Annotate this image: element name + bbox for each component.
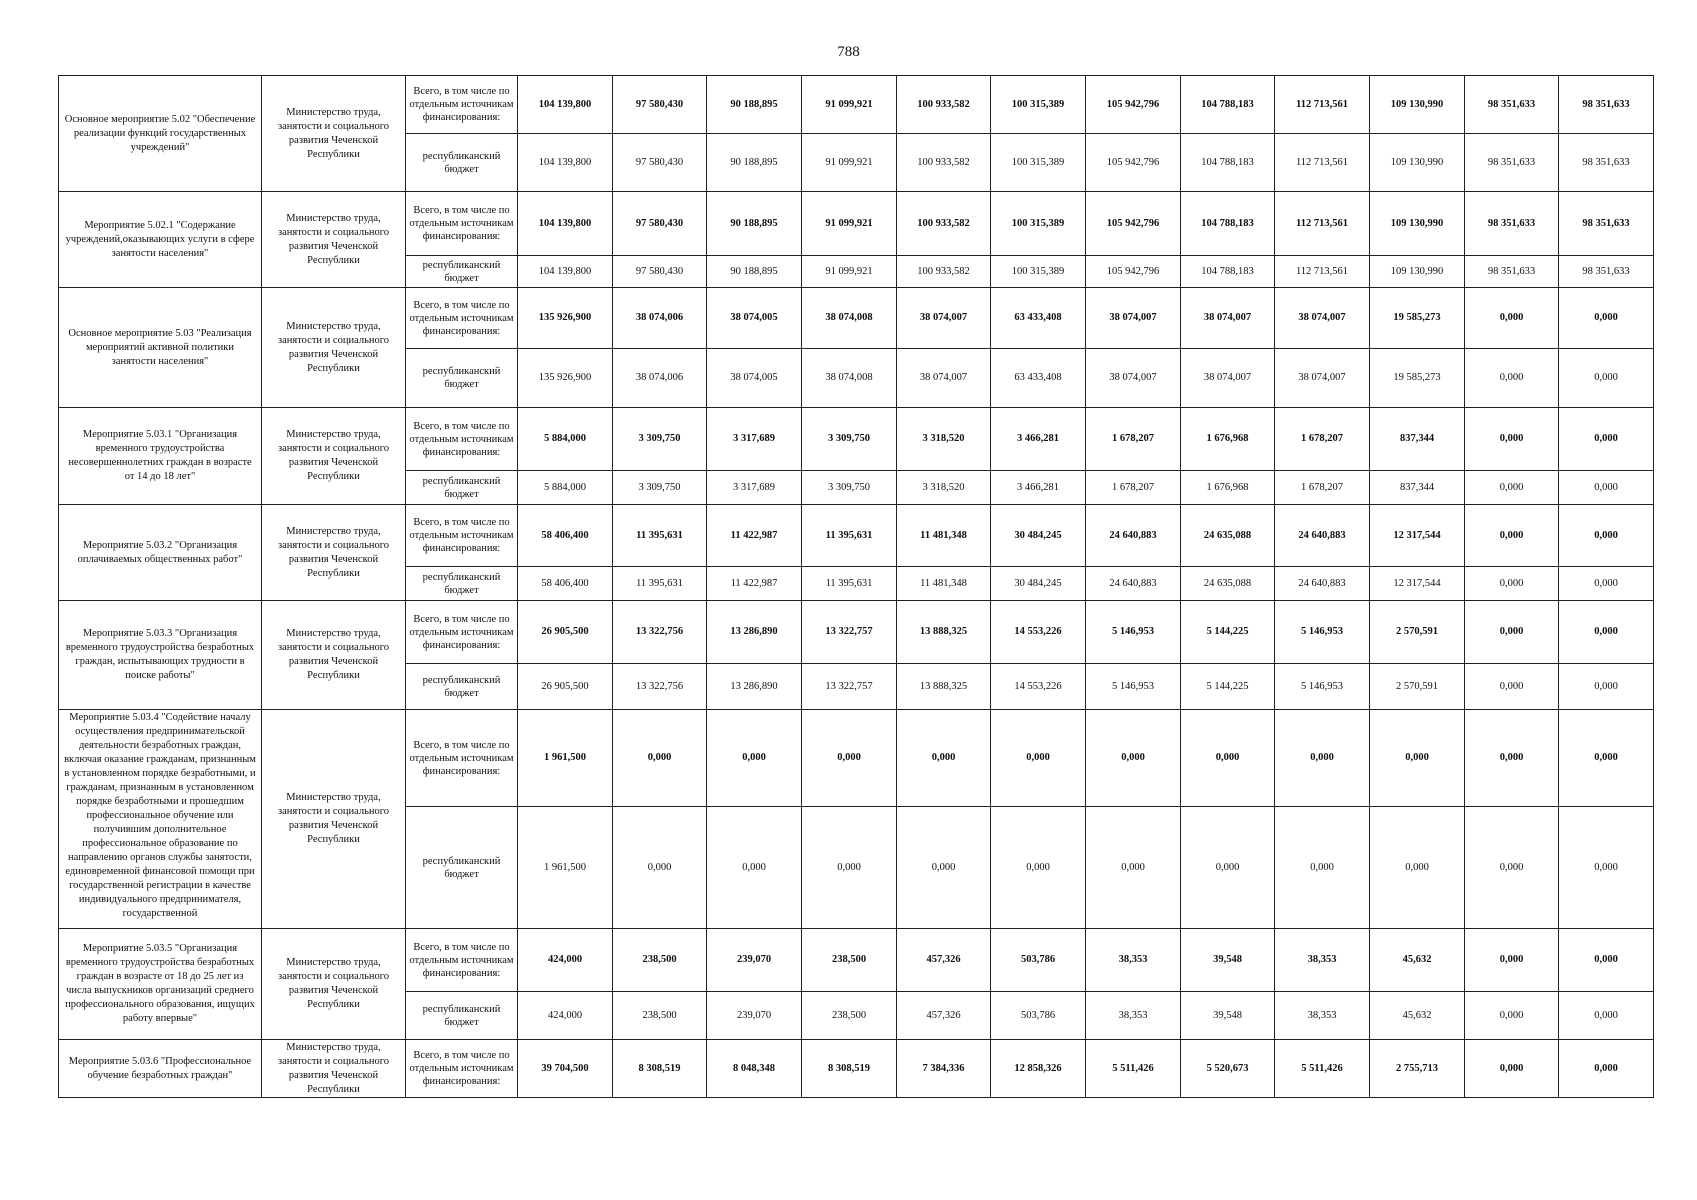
amount-cell: 1 678,207 — [1275, 408, 1370, 471]
amount-cell: 24 635,088 — [1181, 567, 1275, 601]
amount-cell: 104 788,183 — [1181, 256, 1275, 288]
amount-cell: 0,000 — [1559, 288, 1654, 349]
activity-name-text: Основное мероприятие 5.03 "Реализация мероприятий активной политики занятости населения" — [68, 327, 252, 367]
amount-cell: 239,070 — [707, 992, 802, 1040]
amount-cell: 90 188,895 — [707, 76, 802, 134]
amount-cell: 38 074,008 — [802, 288, 897, 349]
responsible-organization: Министерство труда, занятости и социального развития Чеченской Республики — [262, 505, 406, 601]
amount-cell: 5 146,953 — [1086, 664, 1181, 710]
activity-name-text: Мероприятие 5.03.6 "Профессиональное обучение безработных граждан" — [68, 1055, 252, 1081]
amount-cell: 0,000 — [1559, 349, 1654, 408]
amount-cell: 0,000 — [707, 710, 802, 807]
amount-cell: 0,000 — [1465, 1040, 1559, 1098]
amount-cell: 24 640,883 — [1275, 567, 1370, 601]
amount-cell: 38 074,005 — [707, 349, 802, 408]
amount-cell: 238,500 — [802, 929, 897, 992]
amount-cell: 100 933,582 — [897, 256, 991, 288]
amount-cell: 38 074,007 — [1086, 349, 1181, 408]
amount-cell: 0,000 — [1559, 471, 1654, 505]
amount-cell: 0,000 — [1370, 710, 1465, 807]
funding-source-budget: республиканский бюджет — [406, 807, 518, 929]
amount-cell: 135 926,900 — [518, 349, 613, 408]
amount-cell: 0,000 — [1465, 807, 1559, 929]
amount-cell: 105 942,796 — [1086, 192, 1181, 256]
funding-source-total: Всего, в том числе по отдельным источникам финансирования: — [406, 710, 518, 807]
amount-cell: 1 676,968 — [1181, 408, 1275, 471]
funding-source-budget: республиканский бюджет — [406, 256, 518, 288]
amount-cell: 8 048,348 — [707, 1040, 802, 1098]
amount-cell: 19 585,273 — [1370, 349, 1465, 408]
amount-cell: 97 580,430 — [613, 192, 707, 256]
amount-cell: 0,000 — [1181, 710, 1275, 807]
amount-cell: 98 351,633 — [1559, 192, 1654, 256]
amount-cell: 1 678,207 — [1086, 408, 1181, 471]
amount-cell: 104 788,183 — [1181, 76, 1275, 134]
responsible-organization: Министерство труда, занятости и социального развития Чеченской Республики — [262, 288, 406, 408]
amount-cell: 105 942,796 — [1086, 134, 1181, 192]
amount-cell: 2 755,713 — [1370, 1040, 1465, 1098]
amount-cell: 5 884,000 — [518, 408, 613, 471]
amount-cell: 30 484,245 — [991, 567, 1086, 601]
activity-name — [59, 601, 262, 710]
activity-name — [59, 76, 262, 192]
responsible-organization: Министерство труда, занятости и социального развития Чеченской Республики — [262, 710, 406, 929]
amount-cell: 98 351,633 — [1465, 76, 1559, 134]
funding-source-budget: республиканский бюджет — [406, 471, 518, 505]
activity-name-text: Основное мероприятие 5.02 "Обеспечение реализации функций государственных учреждений" — [64, 113, 256, 153]
amount-cell: 98 351,633 — [1465, 192, 1559, 256]
amount-cell: 19 585,273 — [1370, 288, 1465, 349]
amount-cell: 38,353 — [1275, 992, 1370, 1040]
amount-cell: 112 713,561 — [1275, 134, 1370, 192]
amount-cell: 3 317,689 — [707, 471, 802, 505]
amount-cell: 0,000 — [1086, 710, 1181, 807]
table-body — [59, 76, 1654, 1098]
activity-name-text: Мероприятие 5.03.1 "Организация временного трудоустройства несовершеннолетних граждан в возрасте от 14 до 18 лет" — [68, 429, 252, 482]
amount-cell: 0,000 — [613, 710, 707, 807]
amount-cell: 13 888,325 — [897, 664, 991, 710]
table-row-total — [59, 601, 1654, 664]
amount-cell: 0,000 — [1559, 710, 1654, 807]
amount-cell: 45,632 — [1370, 992, 1465, 1040]
funding-source-total: Всего, в том числе по отдельным источникам финансирования: — [406, 1040, 518, 1098]
table-row-total — [59, 192, 1654, 256]
amount-cell: 0,000 — [1465, 567, 1559, 601]
amount-cell: 38 074,006 — [613, 288, 707, 349]
table-row-total — [59, 505, 1654, 567]
activity-name-text: Мероприятие 5.03.4 "Содействие началу осуществления предпринимательской деятельности безработных граждан, включая оказание гражданам, признанным в установленном порядке безработными, и гражданам, признанным в установленном порядке безработными и прошедшим профессиональное обучение или получившим дополнительное профессиональное образование по направлению органов службы занятости, единовременной финансовой помощи при государственной регистрации в качестве индивидуального предпринимателя, государственной — [64, 712, 256, 919]
amount-cell: 11 481,348 — [897, 567, 991, 601]
table-row-total — [59, 710, 1654, 807]
amount-cell: 0,000 — [1465, 929, 1559, 992]
amount-cell: 90 188,895 — [707, 134, 802, 192]
amount-cell: 38 074,005 — [707, 288, 802, 349]
amount-cell: 239,070 — [707, 929, 802, 992]
amount-cell: 0,000 — [1086, 807, 1181, 929]
amount-cell: 112 713,561 — [1275, 256, 1370, 288]
table-row-total — [59, 76, 1654, 134]
amount-cell: 30 484,245 — [991, 505, 1086, 567]
amount-cell: 13 322,756 — [613, 664, 707, 710]
amount-cell: 12 858,326 — [991, 1040, 1086, 1098]
amount-cell: 91 099,921 — [802, 134, 897, 192]
funding-source-budget: республиканский бюджет — [406, 134, 518, 192]
amount-cell: 1 676,968 — [1181, 471, 1275, 505]
amount-cell: 98 351,633 — [1559, 134, 1654, 192]
amount-cell: 24 640,883 — [1086, 567, 1181, 601]
amount-cell: 5 520,673 — [1181, 1040, 1275, 1098]
amount-cell: 837,344 — [1370, 408, 1465, 471]
table-row-total — [59, 408, 1654, 471]
amount-cell: 5 146,953 — [1275, 664, 1370, 710]
table-row-total — [59, 1040, 1654, 1098]
amount-cell: 104 139,800 — [518, 256, 613, 288]
amount-cell: 58 406,400 — [518, 567, 613, 601]
amount-cell: 8 308,519 — [613, 1040, 707, 1098]
amount-cell: 0,000 — [1465, 664, 1559, 710]
amount-cell: 3 466,281 — [991, 471, 1086, 505]
amount-cell: 104 788,183 — [1181, 134, 1275, 192]
amount-cell: 0,000 — [1559, 505, 1654, 567]
amount-cell: 457,326 — [897, 929, 991, 992]
activity-name — [59, 408, 262, 505]
amount-cell: 104 139,800 — [518, 76, 613, 134]
amount-cell: 5 884,000 — [518, 471, 613, 505]
activity-name — [59, 1040, 262, 1098]
amount-cell: 0,000 — [1465, 471, 1559, 505]
amount-cell: 0,000 — [1465, 710, 1559, 807]
activity-name — [59, 505, 262, 601]
amount-cell: 11 422,987 — [707, 505, 802, 567]
amount-cell: 38,353 — [1086, 992, 1181, 1040]
activity-name-text: Мероприятие 5.03.2 "Организация оплачиваемых общественных работ" — [77, 539, 243, 565]
amount-cell: 0,000 — [1559, 601, 1654, 664]
amount-cell: 13 322,757 — [802, 664, 897, 710]
amount-cell: 11 395,631 — [802, 505, 897, 567]
amount-cell: 45,632 — [1370, 929, 1465, 992]
amount-cell: 0,000 — [707, 807, 802, 929]
funding-source-total: Всего, в том числе по отдельным источникам финансирования: — [406, 929, 518, 992]
amount-cell: 97 580,430 — [613, 76, 707, 134]
amount-cell: 11 395,631 — [613, 505, 707, 567]
amount-cell: 38 074,007 — [897, 288, 991, 349]
amount-cell: 3 466,281 — [991, 408, 1086, 471]
amount-cell: 3 309,750 — [613, 471, 707, 505]
responsible-organization: Министерство труда, занятости и социального развития Чеченской Республики — [262, 408, 406, 505]
activity-name — [59, 288, 262, 408]
responsible-organization: Министерство труда, занятости и социального развития Чеченской Республики — [262, 1040, 406, 1098]
amount-cell: 12 317,544 — [1370, 567, 1465, 601]
amount-cell: 104 139,800 — [518, 134, 613, 192]
amount-cell: 109 130,990 — [1370, 76, 1465, 134]
activity-name-text: Мероприятие 5.03.5 "Организация временного трудоустройства безработных граждан в возрасте от 18 до 25 лет из числа выпускников организаций среднего профессионального образования, ищущих работу впервые" — [65, 943, 255, 1024]
amount-cell: 0,000 — [1559, 567, 1654, 601]
amount-cell: 5 511,426 — [1275, 1040, 1370, 1098]
amount-cell: 8 308,519 — [802, 1040, 897, 1098]
amount-cell: 238,500 — [802, 992, 897, 1040]
amount-cell: 100 315,389 — [991, 76, 1086, 134]
funding-source-total: Всего, в том числе по отдельным источникам финансирования: — [406, 601, 518, 664]
amount-cell: 135 926,900 — [518, 288, 613, 349]
amount-cell: 0,000 — [1465, 408, 1559, 471]
responsible-organization: Министерство труда, занятости и социального развития Чеченской Республики — [262, 929, 406, 1040]
amount-cell: 14 553,226 — [991, 664, 1086, 710]
amount-cell: 5 144,225 — [1181, 601, 1275, 664]
amount-cell: 0,000 — [1465, 288, 1559, 349]
amount-cell: 3 309,750 — [613, 408, 707, 471]
amount-cell: 457,326 — [897, 992, 991, 1040]
responsible-organization: Министерство труда, занятости и социального развития Чеченской Республики — [262, 601, 406, 710]
amount-cell: 38 074,007 — [1181, 349, 1275, 408]
amount-cell: 100 315,389 — [991, 256, 1086, 288]
amount-cell: 0,000 — [897, 807, 991, 929]
amount-cell: 0,000 — [1275, 807, 1370, 929]
amount-cell: 13 322,756 — [613, 601, 707, 664]
amount-cell: 12 317,544 — [1370, 505, 1465, 567]
amount-cell: 0,000 — [991, 710, 1086, 807]
amount-cell: 11 395,631 — [802, 567, 897, 601]
amount-cell: 90 188,895 — [707, 192, 802, 256]
responsible-organization: Министерство труда, занятости и социального развития Чеченской Республики — [262, 192, 406, 288]
amount-cell: 0,000 — [897, 710, 991, 807]
amount-cell: 63 433,408 — [991, 349, 1086, 408]
funding-source-budget: республиканский бюджет — [406, 567, 518, 601]
funding-source-total: Всего, в том числе по отдельным источникам финансирования: — [406, 192, 518, 256]
amount-cell: 0,000 — [1370, 807, 1465, 929]
amount-cell: 100 315,389 — [991, 192, 1086, 256]
amount-cell: 14 553,226 — [991, 601, 1086, 664]
amount-cell: 24 640,883 — [1275, 505, 1370, 567]
amount-cell: 38,353 — [1086, 929, 1181, 992]
amount-cell: 38 074,008 — [802, 349, 897, 408]
amount-cell: 0,000 — [802, 710, 897, 807]
amount-cell: 5 146,953 — [1086, 601, 1181, 664]
amount-cell: 109 130,990 — [1370, 134, 1465, 192]
amount-cell: 97 580,430 — [613, 256, 707, 288]
amount-cell: 58 406,400 — [518, 505, 613, 567]
amount-cell: 5 144,225 — [1181, 664, 1275, 710]
amount-cell: 38 074,007 — [897, 349, 991, 408]
amount-cell: 109 130,990 — [1370, 256, 1465, 288]
amount-cell: 38,353 — [1275, 929, 1370, 992]
amount-cell: 26 905,500 — [518, 664, 613, 710]
amount-cell: 13 888,325 — [897, 601, 991, 664]
responsible-organization: Министерство труда, занятости и социального развития Чеченской Республики — [262, 76, 406, 192]
amount-cell: 1 961,500 — [518, 807, 613, 929]
amount-cell: 238,500 — [613, 992, 707, 1040]
budget-table — [58, 75, 1654, 1098]
amount-cell: 5 511,426 — [1086, 1040, 1181, 1098]
amount-cell: 91 099,921 — [802, 256, 897, 288]
amount-cell: 503,786 — [991, 929, 1086, 992]
amount-cell: 112 713,561 — [1275, 76, 1370, 134]
amount-cell: 0,000 — [1465, 992, 1559, 1040]
amount-cell: 104 139,800 — [518, 192, 613, 256]
amount-cell: 39,548 — [1181, 992, 1275, 1040]
amount-cell: 39 704,500 — [518, 1040, 613, 1098]
amount-cell: 98 351,633 — [1465, 256, 1559, 288]
amount-cell: 91 099,921 — [802, 192, 897, 256]
amount-cell: 105 942,796 — [1086, 76, 1181, 134]
amount-cell: 39,548 — [1181, 929, 1275, 992]
activity-name — [59, 710, 262, 929]
amount-cell: 3 309,750 — [802, 408, 897, 471]
amount-cell: 90 188,895 — [707, 256, 802, 288]
amount-cell: 38 074,007 — [1181, 288, 1275, 349]
funding-source-total: Всего, в том числе по отдельным источникам финансирования: — [406, 76, 518, 134]
amount-cell: 2 570,591 — [1370, 601, 1465, 664]
amount-cell: 0,000 — [991, 807, 1086, 929]
amount-cell: 3 318,520 — [897, 408, 991, 471]
amount-cell: 97 580,430 — [613, 134, 707, 192]
amount-cell: 0,000 — [1275, 710, 1370, 807]
table-row-total — [59, 288, 1654, 349]
amount-cell: 98 351,633 — [1465, 134, 1559, 192]
amount-cell: 1 678,207 — [1086, 471, 1181, 505]
amount-cell: 0,000 — [802, 807, 897, 929]
amount-cell: 38 074,006 — [613, 349, 707, 408]
amount-cell: 0,000 — [1559, 1040, 1654, 1098]
amount-cell: 0,000 — [1465, 601, 1559, 664]
amount-cell: 238,500 — [613, 929, 707, 992]
amount-cell: 100 933,582 — [897, 192, 991, 256]
amount-cell: 0,000 — [1559, 992, 1654, 1040]
amount-cell: 0,000 — [1559, 664, 1654, 710]
amount-cell: 100 315,389 — [991, 134, 1086, 192]
funding-source-total: Всего, в том числе по отдельным источникам финансирования: — [406, 288, 518, 349]
page-number: 788 — [837, 44, 860, 60]
amount-cell: 11 481,348 — [897, 505, 991, 567]
amount-cell: 13 286,890 — [707, 664, 802, 710]
amount-cell: 105 942,796 — [1086, 256, 1181, 288]
amount-cell: 11 422,987 — [707, 567, 802, 601]
amount-cell: 109 130,990 — [1370, 192, 1465, 256]
amount-cell: 24 640,883 — [1086, 505, 1181, 567]
amount-cell: 11 395,631 — [613, 567, 707, 601]
amount-cell: 837,344 — [1370, 471, 1465, 505]
funding-source-total: Всего, в том числе по отдельным источникам финансирования: — [406, 505, 518, 567]
amount-cell: 13 286,890 — [707, 601, 802, 664]
amount-cell: 0,000 — [613, 807, 707, 929]
amount-cell: 503,786 — [991, 992, 1086, 1040]
amount-cell: 24 635,088 — [1181, 505, 1275, 567]
amount-cell: 5 146,953 — [1275, 601, 1370, 664]
amount-cell: 91 099,921 — [802, 76, 897, 134]
amount-cell: 3 317,689 — [707, 408, 802, 471]
amount-cell: 424,000 — [518, 992, 613, 1040]
amount-cell: 1 678,207 — [1275, 471, 1370, 505]
amount-cell: 0,000 — [1559, 408, 1654, 471]
amount-cell: 3 309,750 — [802, 471, 897, 505]
amount-cell: 0,000 — [1465, 505, 1559, 567]
amount-cell: 0,000 — [1465, 349, 1559, 408]
funding-source-budget: республиканский бюджет — [406, 349, 518, 408]
activity-name — [59, 929, 262, 1040]
amount-cell: 26 905,500 — [518, 601, 613, 664]
funding-source-budget: республиканский бюджет — [406, 664, 518, 710]
amount-cell: 98 351,633 — [1559, 256, 1654, 288]
amount-cell: 100 933,582 — [897, 76, 991, 134]
funding-source-total: Всего, в том числе по отдельным источникам финансирования: — [406, 408, 518, 471]
amount-cell: 424,000 — [518, 929, 613, 992]
activity-name-text: Мероприятие 5.02.1 "Содержание учреждений,оказывающих услуги в сфере занятости населения" — [65, 219, 255, 259]
amount-cell: 1 961,500 — [518, 710, 613, 807]
amount-cell: 7 384,336 — [897, 1040, 991, 1098]
activity-name-text: Мероприятие 5.03.3 "Организация временного трудоустройства безработных граждан, испытывающих трудности в поиске работы" — [65, 628, 255, 681]
funding-source-budget: республиканский бюджет — [406, 992, 518, 1040]
amount-cell: 112 713,561 — [1275, 192, 1370, 256]
amount-cell: 38 074,007 — [1086, 288, 1181, 349]
amount-cell: 100 933,582 — [897, 134, 991, 192]
amount-cell: 0,000 — [1181, 807, 1275, 929]
amount-cell: 38 074,007 — [1275, 288, 1370, 349]
amount-cell: 104 788,183 — [1181, 192, 1275, 256]
amount-cell: 63 433,408 — [991, 288, 1086, 349]
amount-cell: 38 074,007 — [1275, 349, 1370, 408]
amount-cell: 2 570,591 — [1370, 664, 1465, 710]
amount-cell: 0,000 — [1559, 807, 1654, 929]
activity-name — [59, 192, 262, 288]
table-row-total — [59, 929, 1654, 992]
amount-cell: 13 322,757 — [802, 601, 897, 664]
amount-cell: 0,000 — [1559, 929, 1654, 992]
amount-cell: 98 351,633 — [1559, 76, 1654, 134]
amount-cell: 3 318,520 — [897, 471, 991, 505]
